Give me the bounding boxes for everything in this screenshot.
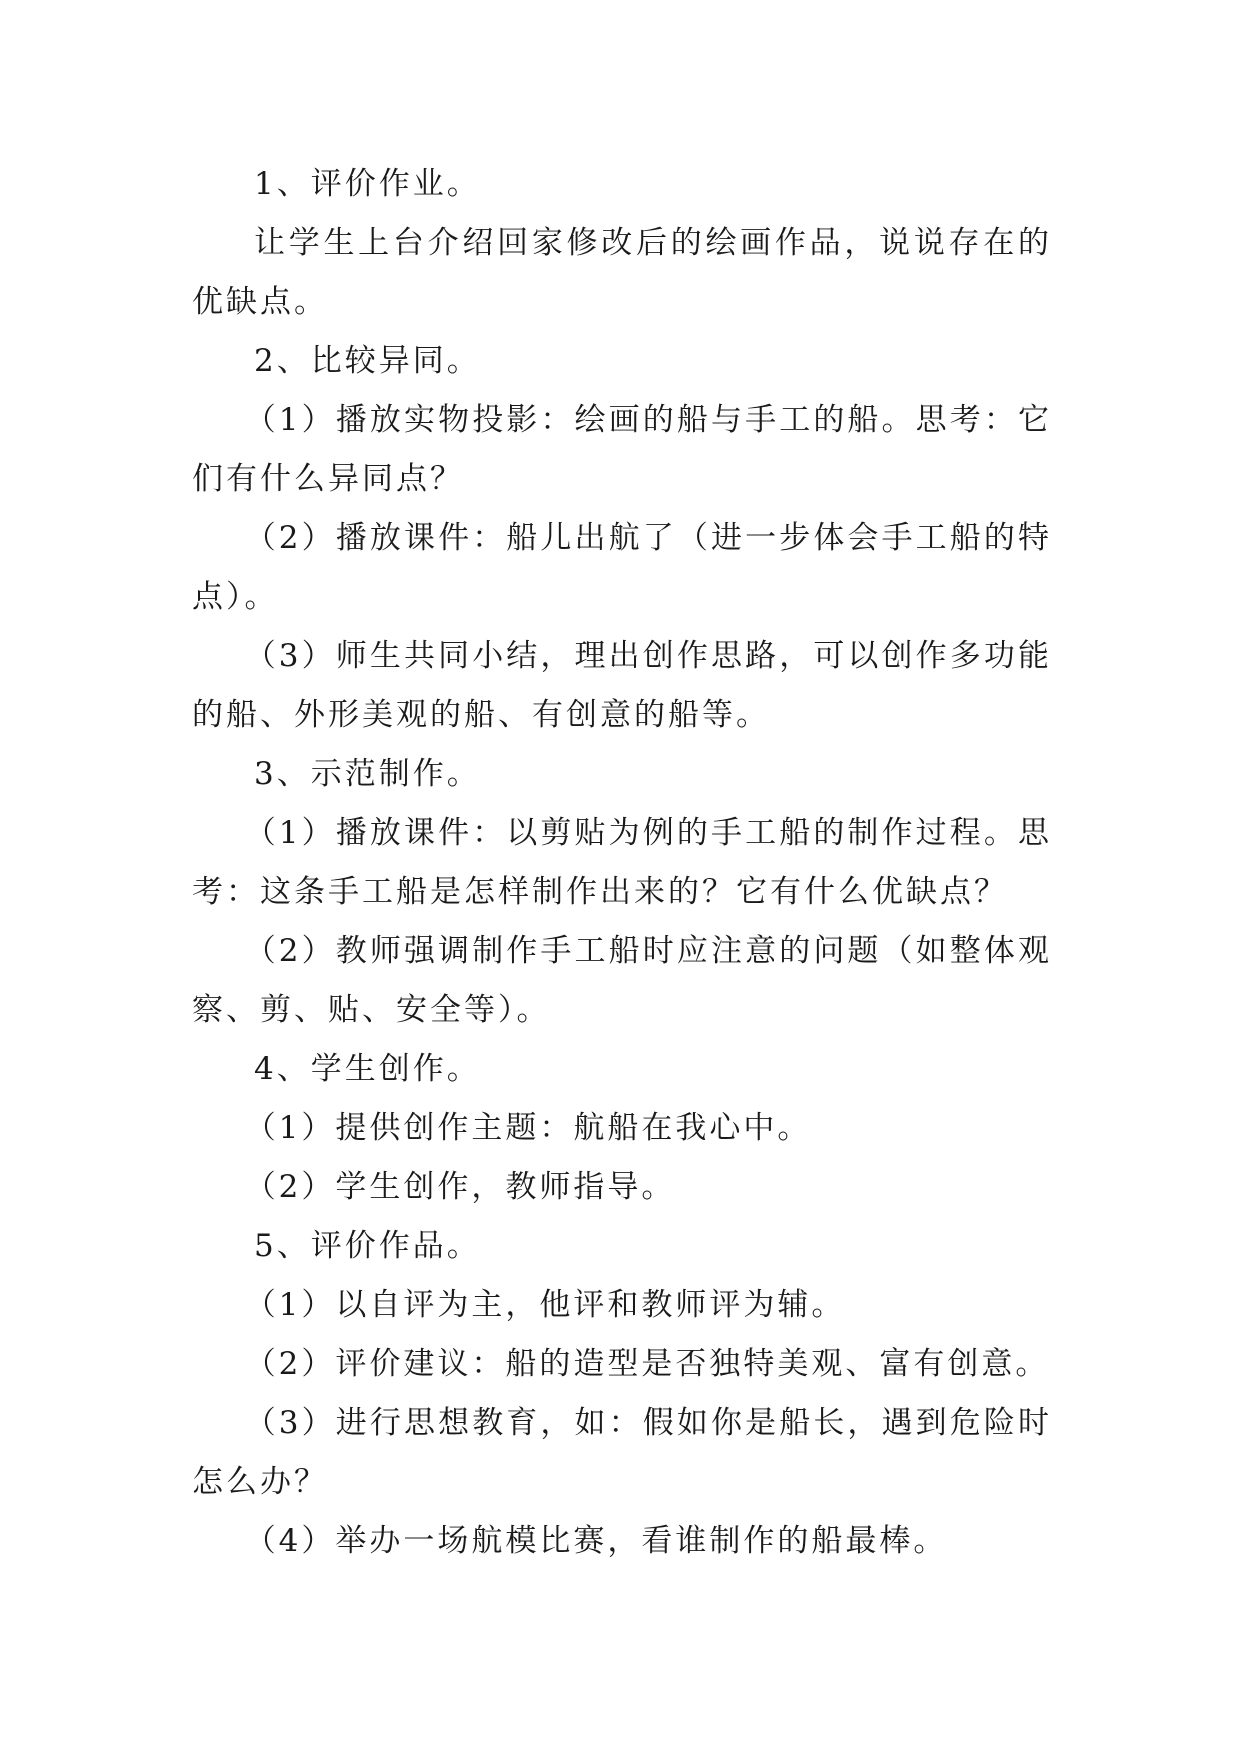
list-item: （3）师生共同小结，理出创作思路，可以创作多功能的船、外形美观的船、有创意的船等。	[192, 638, 1052, 733]
section-heading-5: 5、评价作品。	[254, 1228, 481, 1264]
list-item: （1）以自评为主，他评和教师评为辅。	[244, 1287, 846, 1323]
list-item: （1）提供创作主题：航船在我心中。	[244, 1110, 812, 1146]
list-item: （1）播放课件：以剪贴为例的手工船的制作过程。思考：这条手工船是怎样制作出来的？它有什么优缺点？	[192, 815, 1052, 910]
list-item: （3）进行思想教育，如：假如你是船长，遇到危险时怎么办？	[192, 1405, 1052, 1500]
section-heading-3: 3、示范制作。	[254, 756, 481, 792]
paragraph: 让学生上台介绍回家修改后的绘画作品，说说存在的优缺点。	[192, 225, 1052, 320]
list-item: （2）教师强调制作手工船时应注意的问题（如整体观察、剪、贴、安全等）。	[192, 933, 1052, 1028]
list-item: （2）评价建议：船的造型是否独特美观、富有创意。	[244, 1346, 1050, 1382]
list-item: （4）举办一场航模比赛，看谁制作的船最棒。	[244, 1523, 948, 1559]
section-heading-2: 2、比较异同。	[254, 343, 481, 379]
list-item: （1）播放实物投影：绘画的船与手工的船。思考：它们有什么异同点？	[192, 402, 1052, 497]
section-heading-1: 1、评价作业。	[254, 166, 481, 202]
section-heading-4: 4、学生创作。	[254, 1051, 481, 1087]
list-item: （2）学生创作，教师指导。	[244, 1169, 676, 1205]
list-item: （2）播放课件：船儿出航了（进一步体会手工船的特点）。	[192, 520, 1052, 615]
document-body	[192, 155, 1052, 1571]
